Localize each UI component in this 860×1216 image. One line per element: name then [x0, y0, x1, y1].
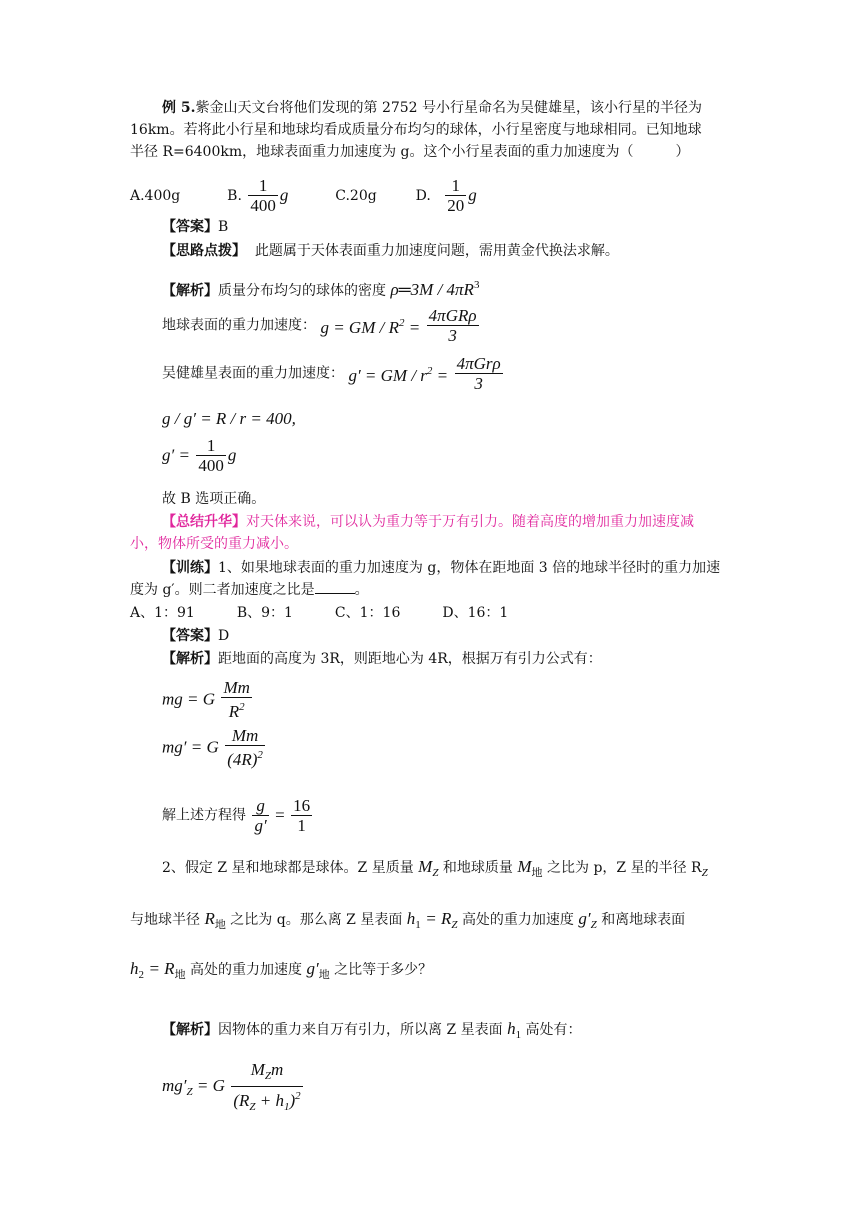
- earth-gravity-formula: 地球表面的重力加速度： g = GM / $R^2$ = $\frac{\text{4πGRρ}}{3}$: [162, 306, 477, 345]
- option-c: C.20g: [335, 187, 377, 204]
- ratio-line: g / g′ = R / r = 400,: [162, 409, 296, 428]
- answer-2: 【答案】D: [162, 628, 230, 644]
- example5-line3: 半径 R=6400km，地球表面重力加速度为 g。这个小行星表面的重力加速度为（ ）: [130, 144, 690, 160]
- problem2-line3: $h_2 = R_地$ 高处的重力加速度 $g'_地$ 之比等于多少？: [130, 959, 433, 981]
- training-options: A、1：91 B、9：1 C、1：16 D、16：1: [130, 605, 509, 621]
- analysis-3-line: 【解析】因物体的重力来自万有引力，所以离 Z 星表面 $h_1$ 高处有：: [162, 1019, 582, 1041]
- example5-options: A.400g B. $\frac{1}{400}$ g C.20g D. $\frac{1}{20}$ g: [130, 176, 477, 215]
- wu-gravity-formula: 吴健雄星表面的重力加速度： g′ = GM / $r^2$ = $\frac{\text{4πGrρ}}{3}$: [162, 354, 501, 393]
- equation-3: $mg'_Z = G$ $\frac{M_Zm}{(R_Z + h_1)^2}$: [162, 1060, 301, 1113]
- training-line1: 【训练】1、如果地球表面的重力加速度为 g，物体在距地面 3 倍的地球半径时的重力加速: [162, 560, 721, 576]
- problem2-line1: 2、假定 Z 星和地球都是球体。Z 星质量 $M_Z$ 和地球质量 $M_地$ 之比为 p，Z 星的半径 $R_Z$: [162, 857, 708, 879]
- equation-2: mg′ = G $\frac{Mm}{(4R)^2}$: [162, 726, 263, 769]
- summary-line1: 【总结升华】对天体来说，可以认为重力等于万有引力。随着高度的增加重力加速度减: [162, 514, 694, 530]
- option-b-fraction: $\frac{1}{400}$: [250, 176, 276, 215]
- example5-line2: 16km。若将此小行星和地球均看成质量分布均匀的球体，小行星密度与地球相同。已知地球: [130, 122, 702, 138]
- equation-1: mg = G $\frac{Mm}{R^2}$: [162, 678, 250, 721]
- solve-line: 解上述方程得 $\frac{g}{g'}$ = $\frac{16}{1}$: [162, 796, 311, 835]
- answer-blank: [315, 581, 355, 594]
- option-d-fraction: $\frac{1}{20}$: [447, 176, 465, 215]
- gprime-formula: g′ = $\frac{1}{400}$ g: [162, 436, 237, 475]
- conclusion: 故 B 选项正确。: [162, 491, 266, 507]
- analysis-2-line: 【解析】距地面的高度为 3R，则距地心为 4R，根据万有引力公式有：: [162, 651, 602, 667]
- summary-line2: 小，物体所受的重力减小。: [130, 536, 298, 552]
- option-a: A.400g: [130, 187, 181, 204]
- training-line2: 度为 g′。则二者加速度之比是 。: [130, 582, 369, 598]
- example-label: 例 5.: [162, 100, 196, 116]
- option-b: B.: [227, 187, 242, 204]
- example5-line1: 例 5.紫金山天文台将他们发现的第 2752 号小行星命名为吴健雄星，该小行星的半径为: [162, 100, 703, 116]
- problem2-line2: 与地球半径 $R_地$ 之比为 q。那么离 Z 星表面 $h_1 = R_Z$ 高处的重力加速度 $g'_Z$ 和离地球表面: [130, 909, 686, 931]
- answer-1: 【答案】B: [162, 219, 229, 235]
- option-d: D.: [415, 187, 431, 204]
- analysis-1-line: 【解析】质量分布均匀的球体的密度 ρ═3M / $4\pi R^3$: [162, 279, 480, 299]
- hint: 【思路点拨】 此题属于天体表面重力加速度问题，需用黄金代换法求解。: [162, 243, 619, 259]
